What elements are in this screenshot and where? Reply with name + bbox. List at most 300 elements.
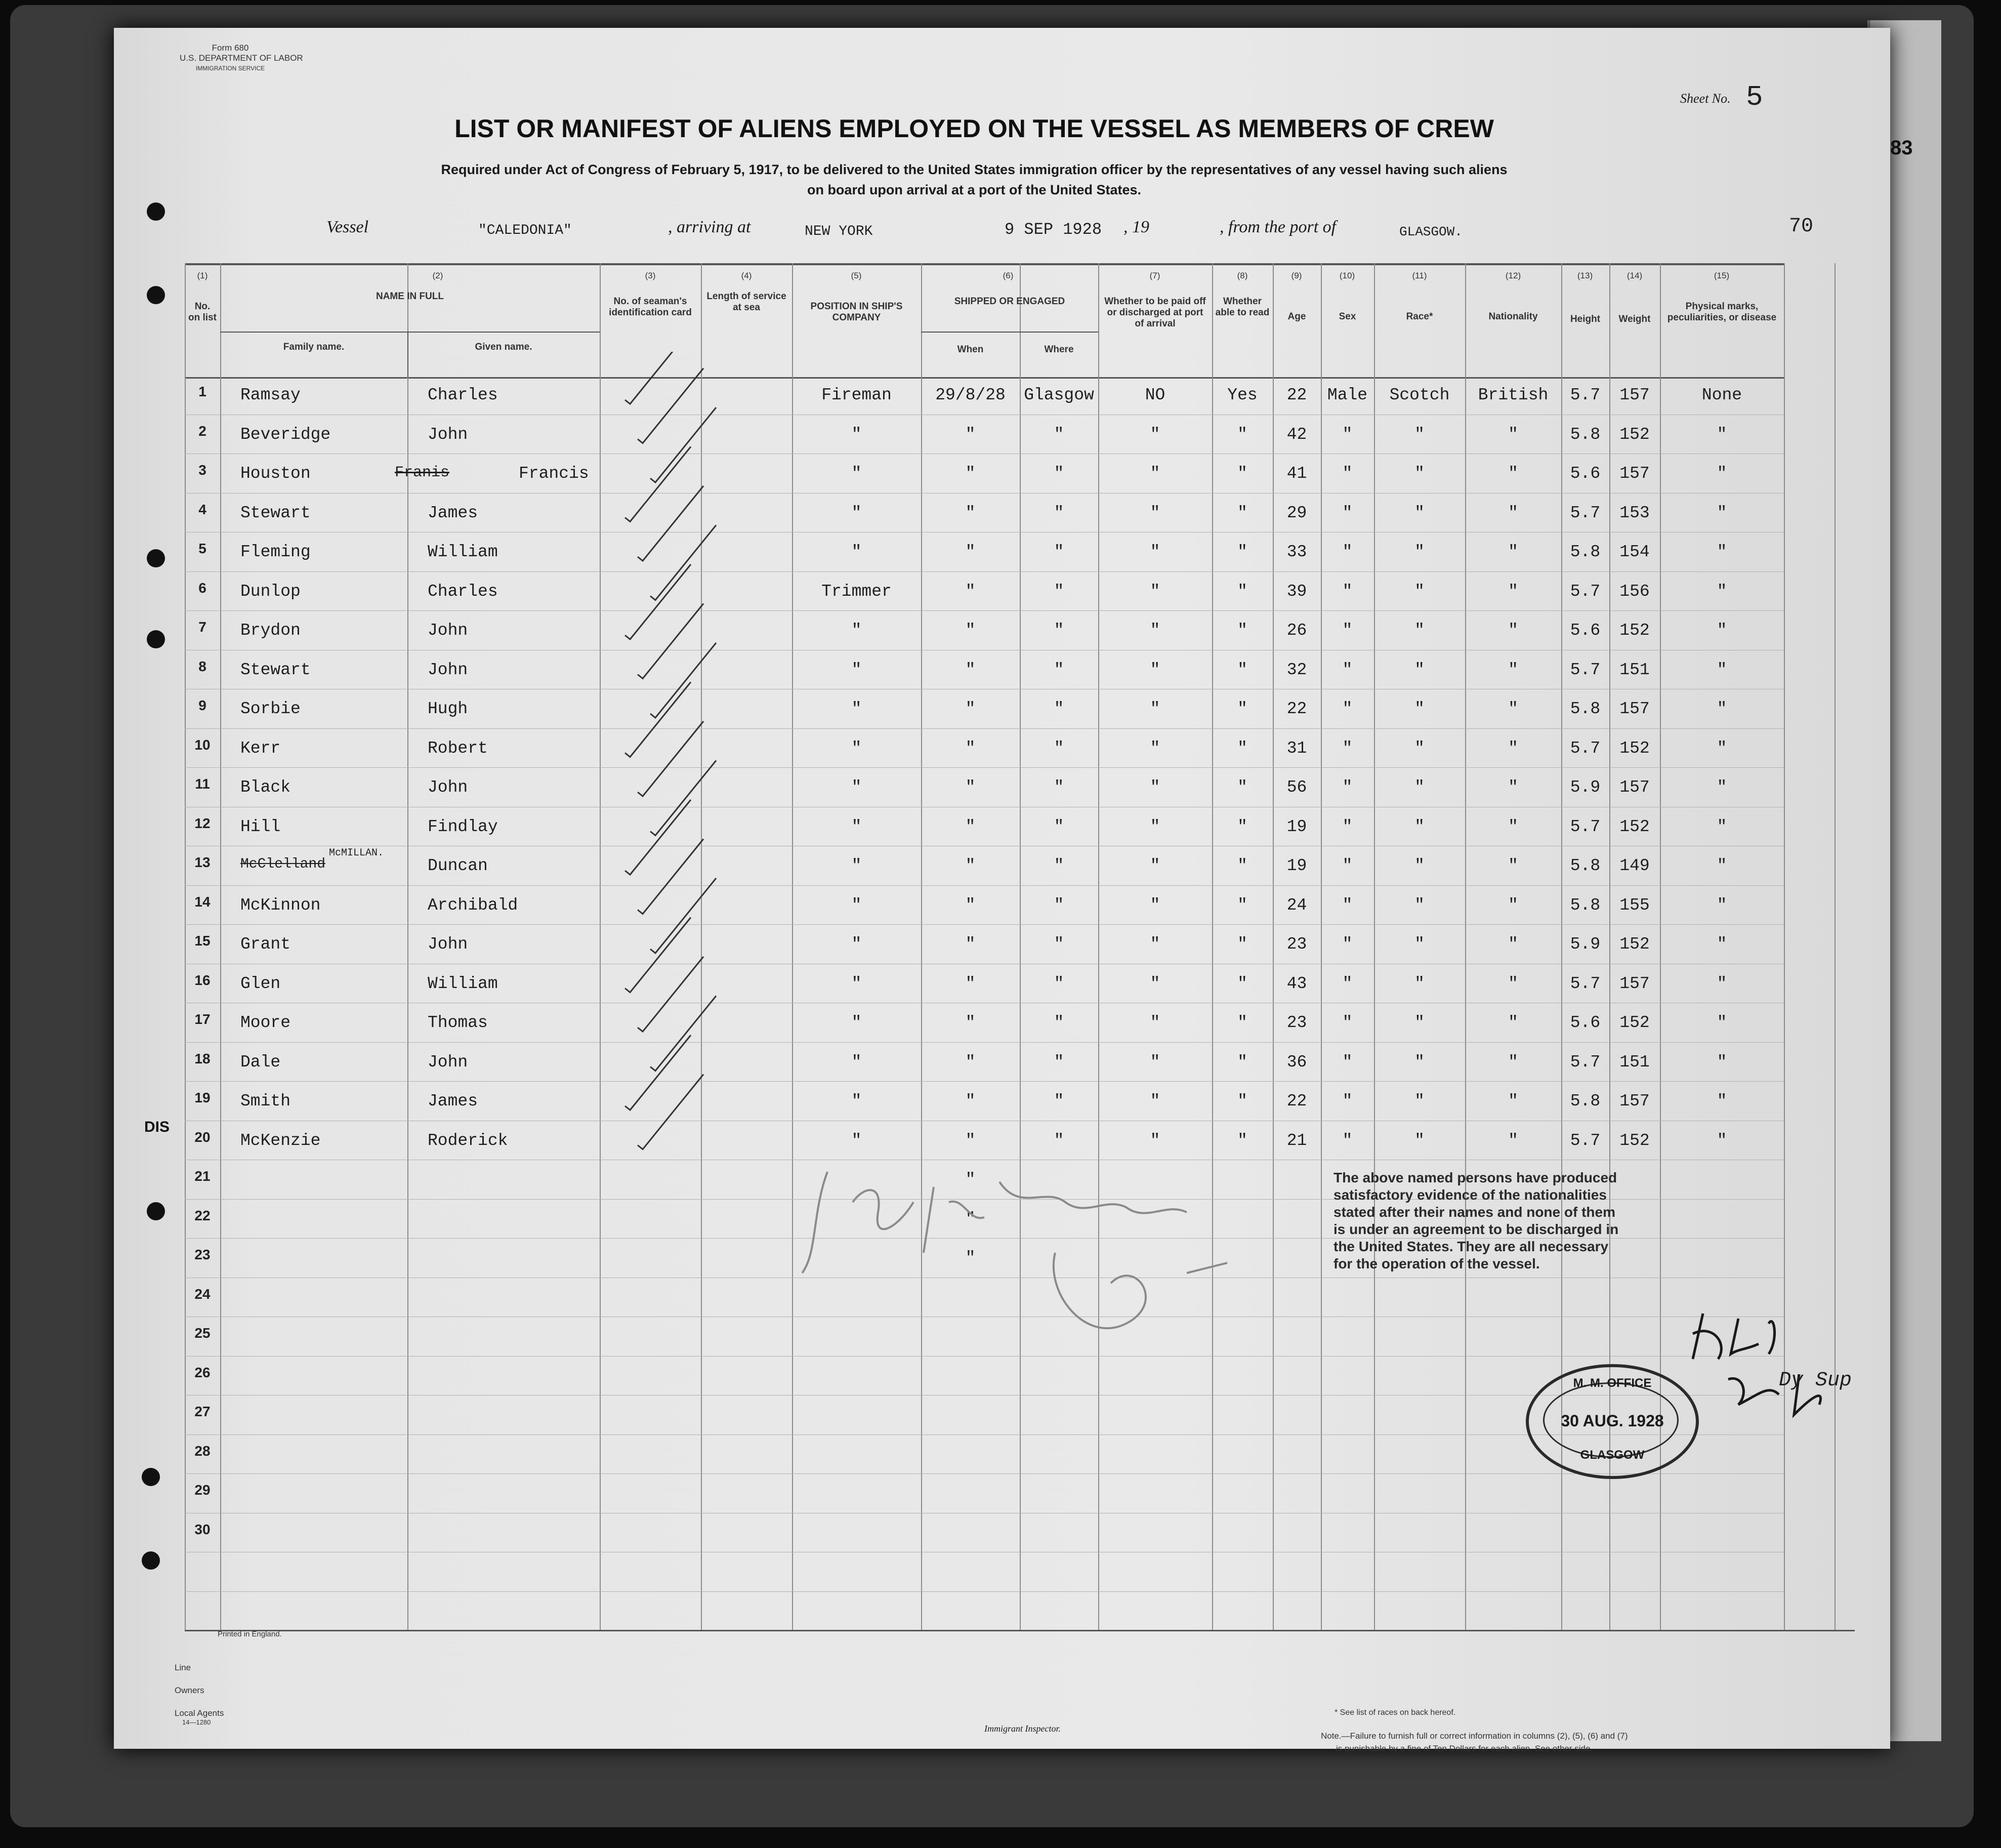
cell-age: 42 (1286, 425, 1307, 444)
cell-race: " (1414, 621, 1425, 640)
cell-read: " (1237, 1092, 1247, 1111)
cell-when: " (965, 1013, 976, 1032)
cell-height: 5.8 (1570, 425, 1601, 444)
row-number: 11 (195, 776, 210, 792)
cell-read: " (1237, 464, 1247, 483)
cell-marks: None (1701, 386, 1742, 404)
cell-read: " (1237, 543, 1247, 561)
page-title: LIST OR MANIFEST OF ALIENS EMPLOYED ON THE VESSEL AS MEMBERS OF CREW (454, 114, 1494, 143)
cell-weight: 157 (1619, 464, 1650, 483)
cell-position: " (851, 778, 862, 797)
cell-weight: 156 (1619, 582, 1650, 601)
cell-paid: NO (1145, 386, 1165, 404)
cell-when: " (965, 700, 976, 718)
cell-where: " (1054, 778, 1064, 797)
cell-position: " (851, 1013, 862, 1032)
cell-sex: " (1342, 1013, 1353, 1032)
cell-where: " (1054, 974, 1064, 993)
check-mark (650, 643, 716, 718)
cell-race: " (1414, 1092, 1425, 1111)
table-row (114, 1090, 1835, 1115)
cell-age: 39 (1286, 582, 1307, 601)
cell-position: " (851, 661, 862, 679)
from-label: , from the port of (1220, 218, 1337, 236)
cell-where: " (1054, 856, 1064, 875)
department: U.S. DEPARTMENT OF LABOR (180, 53, 303, 63)
cell-when: " (965, 1092, 976, 1111)
cell-when: " (965, 621, 976, 640)
table-row (114, 1482, 1835, 1507)
cell-age: 31 (1286, 739, 1307, 758)
cell-race: Scotch (1389, 386, 1450, 404)
row-number: 9 (198, 697, 206, 713)
arrival-port: NEW YORK (805, 224, 873, 239)
service: IMMIGRATION SERVICE (195, 65, 265, 72)
cell-nat: " (1508, 543, 1518, 561)
immigrant-inspector: Immigrant Inspector. (984, 1723, 1061, 1734)
cell-marks: " (1717, 504, 1727, 522)
row-number: 7 (198, 619, 206, 635)
table-row (114, 502, 1835, 527)
binder-hole (147, 286, 165, 304)
cell-read: " (1237, 1013, 1247, 1032)
cell-where: " (1054, 896, 1064, 915)
certification-line: is under an agreement to be discharged in (1333, 1221, 1619, 1237)
cell-age: 22 (1286, 386, 1307, 404)
row-rule (185, 767, 1784, 768)
row-rule (185, 1081, 1784, 1082)
cell-when: " (965, 543, 976, 561)
cell-position: " (851, 700, 862, 718)
cell-read: " (1237, 778, 1247, 797)
cell-marks: " (1717, 856, 1727, 875)
row-number: 13 (194, 854, 211, 870)
row-rule (185, 1042, 1784, 1043)
cell-paid: " (1150, 464, 1160, 483)
row-number: 5 (198, 541, 206, 556)
cell-paid: " (1150, 817, 1160, 836)
cell-where: " (1054, 1092, 1064, 1111)
cell-position: " (851, 896, 862, 915)
cell-nat: " (1508, 700, 1518, 718)
header-paid-off: Whether to be paid off or discharged at port of arrival (1104, 296, 1206, 329)
table-row (114, 737, 1835, 762)
cell-height: 5.6 (1570, 1013, 1601, 1032)
cell-read: " (1237, 700, 1247, 718)
cell-given: Thomas (428, 1013, 488, 1032)
column-number: (9) (1291, 271, 1302, 280)
cell-when: " (965, 856, 976, 875)
cell-position: " (851, 1092, 862, 1111)
cell-race: " (1414, 1131, 1425, 1150)
cell-nat: " (1508, 425, 1518, 444)
inspector-signature (782, 1141, 1440, 1384)
cell-age: 36 (1286, 1053, 1307, 1072)
cell-where: " (1054, 543, 1064, 561)
column-rule (1835, 263, 1836, 1630)
table-row (114, 423, 1835, 448)
cell-paid: " (1150, 543, 1160, 561)
cell-age: 22 (1286, 1092, 1307, 1111)
cell-sex: " (1342, 504, 1353, 522)
cell-given: Robert (428, 739, 488, 758)
vessel-name: "CALEDONIA" (478, 223, 572, 238)
cell-marks: " (1717, 582, 1727, 601)
cell-where: " (1054, 1013, 1064, 1032)
row-number: 18 (194, 1051, 211, 1066)
cell-position: " (851, 1053, 862, 1072)
table-row (114, 1522, 1835, 1547)
cell-paid: " (1150, 778, 1160, 797)
row-number: 21 (194, 1168, 211, 1184)
binder-hole (147, 549, 165, 567)
cell-read: " (1237, 856, 1247, 875)
cell-family: McKenzie (240, 1131, 321, 1150)
column-number: (13) (1577, 271, 1593, 280)
binder-hole (147, 1202, 165, 1220)
cell-marks: " (1717, 464, 1727, 483)
fine-note-1: Note.—Failure to furnish full or correct information in columns (2), (5), (6) and (7) (1321, 1731, 1628, 1741)
cell-age: 23 (1286, 1013, 1307, 1032)
check-mark (625, 918, 691, 993)
cell-race: " (1414, 1053, 1425, 1072)
check-mark (625, 800, 691, 875)
sheet-number: 5 (1746, 81, 1763, 113)
footer-owners: Owners (175, 1686, 204, 1695)
table-row (114, 619, 1835, 644)
fine-note-2: is punishable by a fine of Ten Dollars for each alien. See other side. (1336, 1744, 1593, 1753)
header-given-name: Given name. (475, 342, 532, 352)
column-number: (7) (1149, 271, 1160, 280)
check-mark (625, 682, 691, 757)
cell-paid: " (1150, 425, 1160, 444)
cell-race: " (1414, 582, 1425, 601)
row-number: 22 (194, 1208, 211, 1223)
cell-family: Hill (240, 817, 281, 836)
cell-position: " (851, 817, 862, 836)
header-where: Where (1044, 344, 1074, 355)
row-number: 15 (194, 933, 211, 949)
cell-weight: 149 (1619, 856, 1650, 875)
row-number: 30 (194, 1522, 211, 1537)
cell-sex: " (1342, 661, 1353, 679)
stamp-bottom: GLASGOW (1580, 1448, 1645, 1462)
header-length-service: Length of service at sea (706, 291, 786, 313)
cell-height: 5.8 (1570, 700, 1601, 718)
cell-height: 5.6 (1570, 464, 1601, 483)
sheet-label: Sheet No. (1680, 91, 1731, 106)
row-rule (185, 924, 1784, 925)
cell-marks: " (1717, 700, 1727, 718)
cell-race: " (1414, 739, 1425, 758)
cell-position: Trimmer (821, 582, 892, 601)
table-row (114, 1011, 1835, 1037)
name-split-rule (407, 332, 408, 377)
cell-age: 24 (1286, 896, 1307, 915)
cell-family: Beveridge (240, 425, 331, 444)
cell-weight: 152 (1619, 935, 1650, 954)
header-nationality: Nationality (1488, 311, 1538, 322)
cell-given: John (428, 935, 468, 954)
column-number: (4) (741, 271, 752, 280)
cell-family: Stewart (240, 504, 311, 522)
cell-when: " (965, 464, 976, 483)
cell-paid: " (1150, 1013, 1160, 1032)
cell-marks: " (1717, 1013, 1727, 1032)
arrival-date: 9 SEP 1928 (1005, 220, 1102, 239)
cell-when: " (965, 425, 976, 444)
cell-paid: " (1150, 582, 1160, 601)
form-info (180, 43, 303, 73)
row-number: 16 (194, 972, 211, 988)
certification-line: for the operation of the vessel. (1333, 1256, 1540, 1271)
cell-given: Francis (519, 464, 589, 483)
cell-age: 33 (1286, 543, 1307, 561)
binder-hole (147, 630, 165, 648)
cell-family: Stewart (240, 661, 311, 679)
margin-mark: DIS (144, 1119, 170, 1135)
manifest-page (114, 28, 1913, 1753)
cell-nat: " (1508, 621, 1518, 640)
cell-read: " (1237, 817, 1247, 836)
cell-height: 5.7 (1570, 817, 1601, 836)
table-row (114, 384, 1835, 409)
header-family-name: Family name. (283, 342, 345, 352)
cell-where: " (1054, 1053, 1064, 1072)
check-mark (638, 839, 703, 914)
header-race: Race* (1406, 311, 1433, 322)
cell-when: " (965, 582, 976, 601)
cell-height: 5.7 (1570, 661, 1601, 679)
cell-where: " (1054, 1131, 1064, 1150)
cell-when: " (965, 935, 976, 954)
cell-family: Houston (240, 464, 311, 483)
deputy-signature (1683, 1293, 1895, 1425)
cell-sex: " (1342, 896, 1353, 915)
table-row (114, 847, 1835, 880)
row-number: 4 (198, 502, 206, 517)
cell-height: 5.7 (1570, 386, 1601, 404)
cell-read: " (1237, 425, 1247, 444)
cell-when: " (965, 974, 976, 993)
cell-family: Black (240, 778, 291, 797)
cell-paid: " (1150, 1131, 1160, 1150)
table-row (114, 933, 1835, 958)
cell-sex: " (1342, 621, 1353, 640)
cell-race: " (1414, 974, 1425, 993)
name-subheader-rule (220, 332, 600, 333)
column-number: (6) (1003, 271, 1014, 280)
column-number: (1) (197, 271, 208, 280)
header-able-read: Whether able to read (1215, 296, 1270, 318)
table-row (114, 894, 1835, 919)
row-number: 29 (194, 1482, 211, 1498)
certification-line: The above named persons have produced (1333, 1170, 1617, 1185)
cell-height: 5.7 (1570, 739, 1601, 758)
cell-sex: " (1342, 425, 1353, 444)
cell-weight: 152 (1619, 1131, 1650, 1150)
cell-race: " (1414, 778, 1425, 797)
office-stamp (1526, 1364, 1699, 1479)
cell-read: " (1237, 896, 1247, 915)
check-mark (638, 604, 703, 679)
cell-race: " (1414, 817, 1425, 836)
cell-race: " (1414, 1013, 1425, 1032)
cell-where: " (1054, 582, 1064, 601)
row-number: 17 (194, 1011, 211, 1027)
cell-sex: " (1342, 700, 1353, 718)
binder-hole (147, 202, 165, 221)
certification-line: satisfactory evidence of the nationalities (1333, 1187, 1607, 1203)
cell-family: McKinnon (240, 896, 321, 915)
cell-weight: 152 (1619, 621, 1650, 640)
cell-nat: " (1508, 1053, 1518, 1072)
cell-given: Duncan (428, 856, 488, 875)
cell-when: " (965, 661, 976, 679)
row-number: 14 (194, 894, 211, 910)
cell-sex: " (1342, 1092, 1353, 1111)
table-row (114, 462, 1835, 487)
cell-given: James (428, 1092, 478, 1111)
cell-when: " (965, 739, 976, 758)
cell-when: 29/8/28 (935, 386, 1006, 404)
cell-sex: " (1342, 464, 1353, 483)
cell-sex: " (1342, 739, 1353, 758)
table-row (114, 1051, 1835, 1076)
cell-where: " (1054, 621, 1064, 640)
column-number: (12) (1505, 271, 1521, 280)
cell-read: " (1237, 1053, 1247, 1072)
row-rule (185, 610, 1784, 611)
binder-hole (142, 1551, 160, 1570)
footer-agents-code: 14—1280 (182, 1718, 211, 1726)
cell-family: Brydon (240, 621, 301, 640)
check-mark (638, 1075, 703, 1149)
cell-marks: " (1717, 1131, 1727, 1150)
cell-sex: " (1342, 856, 1353, 875)
check-marks (569, 352, 873, 1364)
cell-age: 56 (1286, 778, 1307, 797)
cell-weight: 157 (1619, 386, 1650, 404)
row-number: 25 (194, 1325, 211, 1341)
cell-family: Smith (240, 1092, 291, 1111)
stamp-top: M. M. OFFICE (1573, 1376, 1652, 1390)
cell-marks: " (1717, 543, 1727, 561)
cell-given: Findlay (428, 817, 498, 836)
signature-title: Dy Sup (1779, 1369, 1852, 1392)
cell-sex: " (1342, 935, 1353, 954)
cell-sex: " (1342, 974, 1353, 993)
cell-where: " (1054, 464, 1064, 483)
row-rule (185, 493, 1784, 494)
cell-when: " (965, 1210, 976, 1228)
check-mark (650, 407, 716, 482)
cell-sex: " (1342, 817, 1353, 836)
cell-position: " (851, 621, 862, 640)
cell-position: " (851, 425, 862, 444)
row-rule (185, 1591, 1784, 1592)
cell-paid: " (1150, 739, 1160, 758)
cell-weight: 157 (1619, 974, 1650, 993)
cell-height: 5.8 (1570, 543, 1601, 561)
cell-age: 19 (1286, 817, 1307, 836)
cell-position: " (851, 739, 862, 758)
cell-given: John (428, 1053, 468, 1072)
header-sex: Sex (1339, 311, 1356, 322)
cell-height: 5.8 (1570, 856, 1601, 875)
cell-height: 5.8 (1570, 1092, 1601, 1111)
cell-given: Charles (428, 582, 498, 601)
cell-given: Roderick (428, 1131, 508, 1150)
cell-family: McMILLAN. (329, 847, 384, 859)
row-number: 10 (194, 737, 211, 753)
table-row (114, 972, 1835, 998)
cell-race: " (1414, 543, 1425, 561)
row-rule (185, 571, 1784, 572)
check-mark (625, 564, 691, 639)
header-when: When (957, 344, 984, 355)
cell-when: " (965, 896, 976, 915)
check-mark (638, 957, 703, 1032)
cell-nat: " (1508, 778, 1518, 797)
cell-family: Moore (240, 1013, 291, 1032)
certification-line: the United States. They are all necessary (1333, 1239, 1609, 1254)
cell-where: " (1054, 504, 1064, 522)
cell-position: " (851, 1131, 862, 1150)
cell-sex: " (1342, 1131, 1353, 1150)
cell-age: 21 (1286, 1131, 1307, 1150)
cell-family: Sorbie (240, 700, 301, 718)
cell-given: Charles (428, 386, 498, 404)
header-name-in-full: NAME IN FULL (376, 291, 444, 302)
row-number: 27 (194, 1404, 211, 1419)
cell-when: " (965, 1249, 976, 1267)
table-row (114, 541, 1835, 566)
cell-weight: 157 (1619, 1092, 1650, 1111)
cell-height: 5.9 (1570, 935, 1601, 954)
subtitle-2: on board upon arrival at a port of the United States. (807, 182, 1142, 197)
cell-nat: " (1508, 935, 1518, 954)
cell-weight: 151 (1619, 661, 1650, 679)
row-rule (185, 728, 1784, 729)
cell-age: 29 (1286, 504, 1307, 522)
row-number: 12 (194, 815, 211, 831)
check-mark (638, 721, 703, 796)
cell-age: 22 (1286, 700, 1307, 718)
header-position: POSITION IN SHIP'S COMPANY (810, 301, 903, 323)
cell-height: 5.7 (1570, 974, 1601, 993)
cell-paid: " (1150, 896, 1160, 915)
cell-family: Dunlop (240, 582, 301, 601)
shipped-subheader-rule (921, 332, 1098, 333)
cell-weight: 152 (1619, 739, 1650, 758)
check-mark (650, 996, 716, 1071)
cell-height: 5.8 (1570, 896, 1601, 915)
cell-paid: " (1150, 1092, 1160, 1111)
cell-read: " (1237, 621, 1247, 640)
cell-nat: " (1508, 504, 1518, 522)
subtitle-1: Required under Act of Congress of February 5, 1917, to be delivered to the United States immigration officer by the representatives of any vessel having such aliens (441, 162, 1508, 177)
cell-read: " (1237, 935, 1247, 954)
row-rule (185, 885, 1784, 886)
cell-marks: " (1717, 739, 1727, 758)
cell-where: " (1054, 661, 1064, 679)
column-number: (5) (851, 271, 862, 280)
column-number: (10) (1339, 271, 1355, 280)
cell-read: " (1237, 504, 1247, 522)
column-number: (2) (432, 271, 443, 280)
cell-marks: " (1717, 1053, 1727, 1072)
